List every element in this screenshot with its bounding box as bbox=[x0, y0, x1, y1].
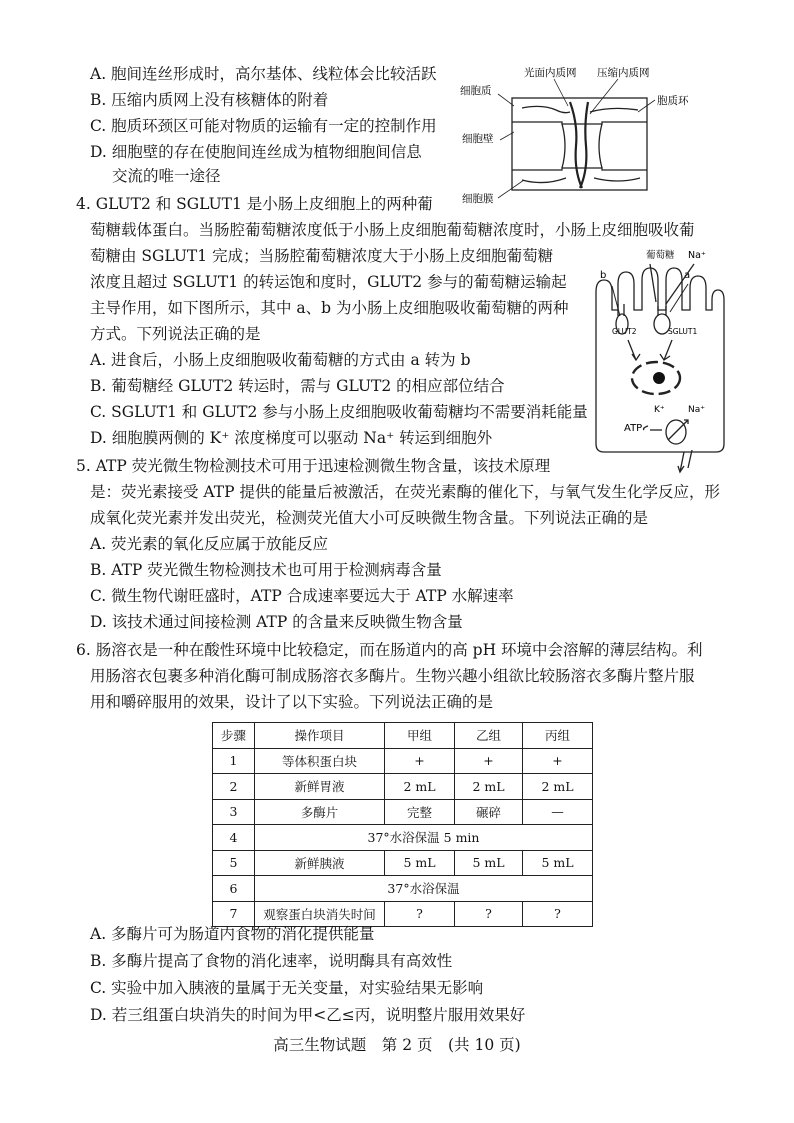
table-cell: 3 bbox=[213, 799, 255, 825]
table-cell: 7 bbox=[213, 901, 255, 927]
table-row bbox=[213, 901, 593, 927]
q6-option-a: A. 多酶片可为肠道内食物的消化提供能量 bbox=[90, 925, 375, 943]
table-header-cell: 乙组 bbox=[455, 723, 523, 749]
table-row bbox=[213, 825, 593, 851]
table-cell: 2 mL bbox=[385, 774, 455, 800]
table-cell: 5 mL bbox=[455, 850, 523, 876]
q3-option-a: A. 胞间连丝形成时，高尔基体、线粒体会比较活跃 bbox=[90, 65, 437, 83]
table-cell: 4 bbox=[213, 825, 255, 851]
table-cell: + bbox=[385, 748, 455, 774]
table-cell: 新鲜胰液 bbox=[255, 850, 385, 876]
table-cell: 等体积蛋白块 bbox=[255, 748, 385, 774]
label-glut2: GLUT2 bbox=[612, 327, 637, 336]
q4-option-d: D. 细胞膜两侧的 K⁺ 浓度梯度可以驱动 Na⁺ 转运到细胞外 bbox=[90, 429, 493, 447]
label-na-top: Na⁺ bbox=[688, 250, 706, 261]
q4-stem-line6: 方式。下列说法正确的是 bbox=[90, 325, 261, 343]
q6-stem-line1: 6. 肠溶衣是一种在酸性环境中比较稳定，而在肠道内的高 pH 环境中会溶解的薄层结构。利 bbox=[76, 641, 703, 659]
table-cell: 新鲜胃液 bbox=[255, 774, 385, 800]
q3-option-b: B. 压缩内质网上没有核糖体的附着 bbox=[90, 91, 329, 109]
table-row bbox=[213, 774, 593, 800]
label-cell-wall: 细胞壁 bbox=[462, 133, 494, 145]
table-cell: 观察蛋白块消失时间 bbox=[255, 901, 385, 927]
table-cell: 2 mL bbox=[455, 774, 523, 800]
plasmodesma-drawing bbox=[498, 79, 655, 198]
label-glucose: 葡萄糖 bbox=[646, 250, 675, 261]
q6-option-b: B. 多酶片提高了食物的消化速率，说明酶具有高效性 bbox=[90, 952, 453, 970]
table-row bbox=[213, 850, 593, 876]
table-cell: ? bbox=[455, 901, 523, 927]
table-cell: ? bbox=[385, 901, 455, 927]
table-header-row bbox=[213, 723, 593, 749]
q6-option-d: D. 若三组蛋白块消失的时间为甲<乙≤丙，说明整片服用效果好 bbox=[90, 1006, 526, 1024]
label-a: a bbox=[684, 270, 691, 281]
table-cell: — bbox=[523, 799, 593, 825]
table-header-cell: 丙组 bbox=[523, 723, 593, 749]
table-cell: 2 bbox=[213, 774, 255, 800]
q5-stem-line1: 5. ATP 荧光微生物检测技术可用于迅速检测微生物含量，该技术原理 bbox=[76, 457, 551, 475]
q4-stem-line2: 萄糖载体蛋白。当肠腔葡萄糖浓度低于小肠上皮细胞葡萄糖浓度时，小肠上皮细胞吸收葡 bbox=[90, 221, 695, 239]
table-cell: 碾碎 bbox=[455, 799, 523, 825]
q4-stem-line3: 萄糖由 SGLUT1 完成；当肠腔葡萄糖浓度大于小肠上皮细胞葡萄糖 bbox=[90, 247, 554, 265]
q5-option-b: B. ATP 荧光微生物检测技术也可用于检测病毒含量 bbox=[90, 561, 442, 579]
table-cell-merged: 37°水浴保温 5 min bbox=[255, 825, 593, 851]
table-header-cell: 步骤 bbox=[213, 723, 255, 749]
q5-option-d: D. 该技术通过间接检测 ATP 的含量来反映微生物含量 bbox=[90, 613, 463, 631]
table-cell: 多酶片 bbox=[255, 799, 385, 825]
label-na-bottom: Na⁺ bbox=[688, 405, 705, 415]
table-row bbox=[213, 748, 593, 774]
label-ring: 胞质环 bbox=[657, 95, 689, 107]
table-header-cell: 甲组 bbox=[385, 723, 455, 749]
q5-option-a: A. 荧光素的氧化反应属于放能反应 bbox=[90, 535, 329, 553]
cell-drawing bbox=[596, 264, 724, 472]
label-compressed-er: 压缩内质网 bbox=[597, 67, 650, 79]
table-cell: 完整 bbox=[385, 799, 455, 825]
plasmodesma-figure bbox=[452, 62, 712, 210]
q4-option-b: B. 葡萄糖经 GLUT2 转运时，需与 GLUT2 的相应部位结合 bbox=[90, 377, 505, 395]
table-cell: 5 mL bbox=[385, 850, 455, 876]
table-cell: + bbox=[455, 748, 523, 774]
label-membrane: 细胞膜 bbox=[462, 193, 494, 205]
q5-option-c: C. 微生物代谢旺盛时，ATP 合成速率要远大于 ATP 水解速率 bbox=[90, 587, 514, 605]
q4-option-a: A. 进食后，小肠上皮细胞吸收葡萄糖的方式由 a 转为 b bbox=[90, 351, 471, 369]
table-cell: + bbox=[523, 748, 593, 774]
table-cell-merged: 37°水浴保温 bbox=[255, 876, 593, 902]
table-cell: 2 mL bbox=[523, 774, 593, 800]
q3-option-d-cont: 交流的唯一途径 bbox=[112, 167, 221, 185]
q4-stem-line5: 主导作用，如下图所示，其中 a、b 为小肠上皮细胞吸收葡萄糖的两种 bbox=[90, 299, 569, 317]
q3-option-d: D. 细胞壁的存在使胞间连丝成为植物细胞间信息 bbox=[90, 143, 422, 161]
nucleolus bbox=[653, 372, 665, 384]
q4-option-c: C. SGLUT1 和 GLUT2 参与小肠上皮细胞吸收葡萄糖均不需要消耗能量 bbox=[90, 403, 588, 421]
q5-stem-line2: 是：荧光素接受 ATP 提供的能量后被激活，在荧光素酶的催化下，与氧气发生化学反应，形 bbox=[90, 483, 720, 501]
table-header-cell: 操作项目 bbox=[255, 723, 385, 749]
experiment-table bbox=[212, 722, 593, 927]
page-footer: 高三生物试题 第 2 页 (共 10 页) bbox=[273, 1036, 521, 1054]
q5-stem-line3: 成氧化荧光素并发出荧光，检测荧光值大小可反映微生物含量。下列说法正确的是 bbox=[90, 509, 649, 527]
epithelial-cell-figure bbox=[584, 244, 730, 476]
q4-stem-line4: 浓度且超过 SGLUT1 的转运饱和度时，GLUT2 参与的葡萄糖运输起 bbox=[90, 273, 567, 291]
table-cell: ? bbox=[523, 901, 593, 927]
q4-stem-line1: 4. GLUT2 和 SGLUT1 是小肠上皮细胞上的两种葡 bbox=[76, 195, 433, 213]
label-k: K⁺ bbox=[654, 405, 665, 415]
q6-stem-line3: 用和嚼碎服用的效果，设计了以下实验。下列说法正确的是 bbox=[90, 693, 494, 711]
table-row bbox=[213, 799, 593, 825]
q3-option-c: C. 胞质环颈区可能对物质的运输有一定的控制作用 bbox=[90, 117, 437, 135]
label-atp: ATP bbox=[624, 423, 643, 434]
table-row bbox=[213, 876, 593, 902]
table-cell: 5 bbox=[213, 850, 255, 876]
label-b: b bbox=[600, 270, 607, 281]
q6-option-c: C. 实验中加入胰液的量属于无关变量，对实验结果无影响 bbox=[90, 979, 484, 997]
label-cytoplasm: 细胞质 bbox=[460, 85, 492, 97]
table-cell: 5 mL bbox=[523, 850, 593, 876]
table-cell: 1 bbox=[213, 748, 255, 774]
table-cell: 6 bbox=[213, 876, 255, 902]
q6-stem-line2: 用肠溶衣包裹多种消化酶可制成肠溶衣多酶片。生物兴趣小组欲比较肠溶衣多酶片整片服 bbox=[90, 667, 695, 685]
label-smooth-er: 光面内质网 bbox=[524, 67, 577, 79]
label-sglut1: SGLUT1 bbox=[668, 327, 698, 336]
